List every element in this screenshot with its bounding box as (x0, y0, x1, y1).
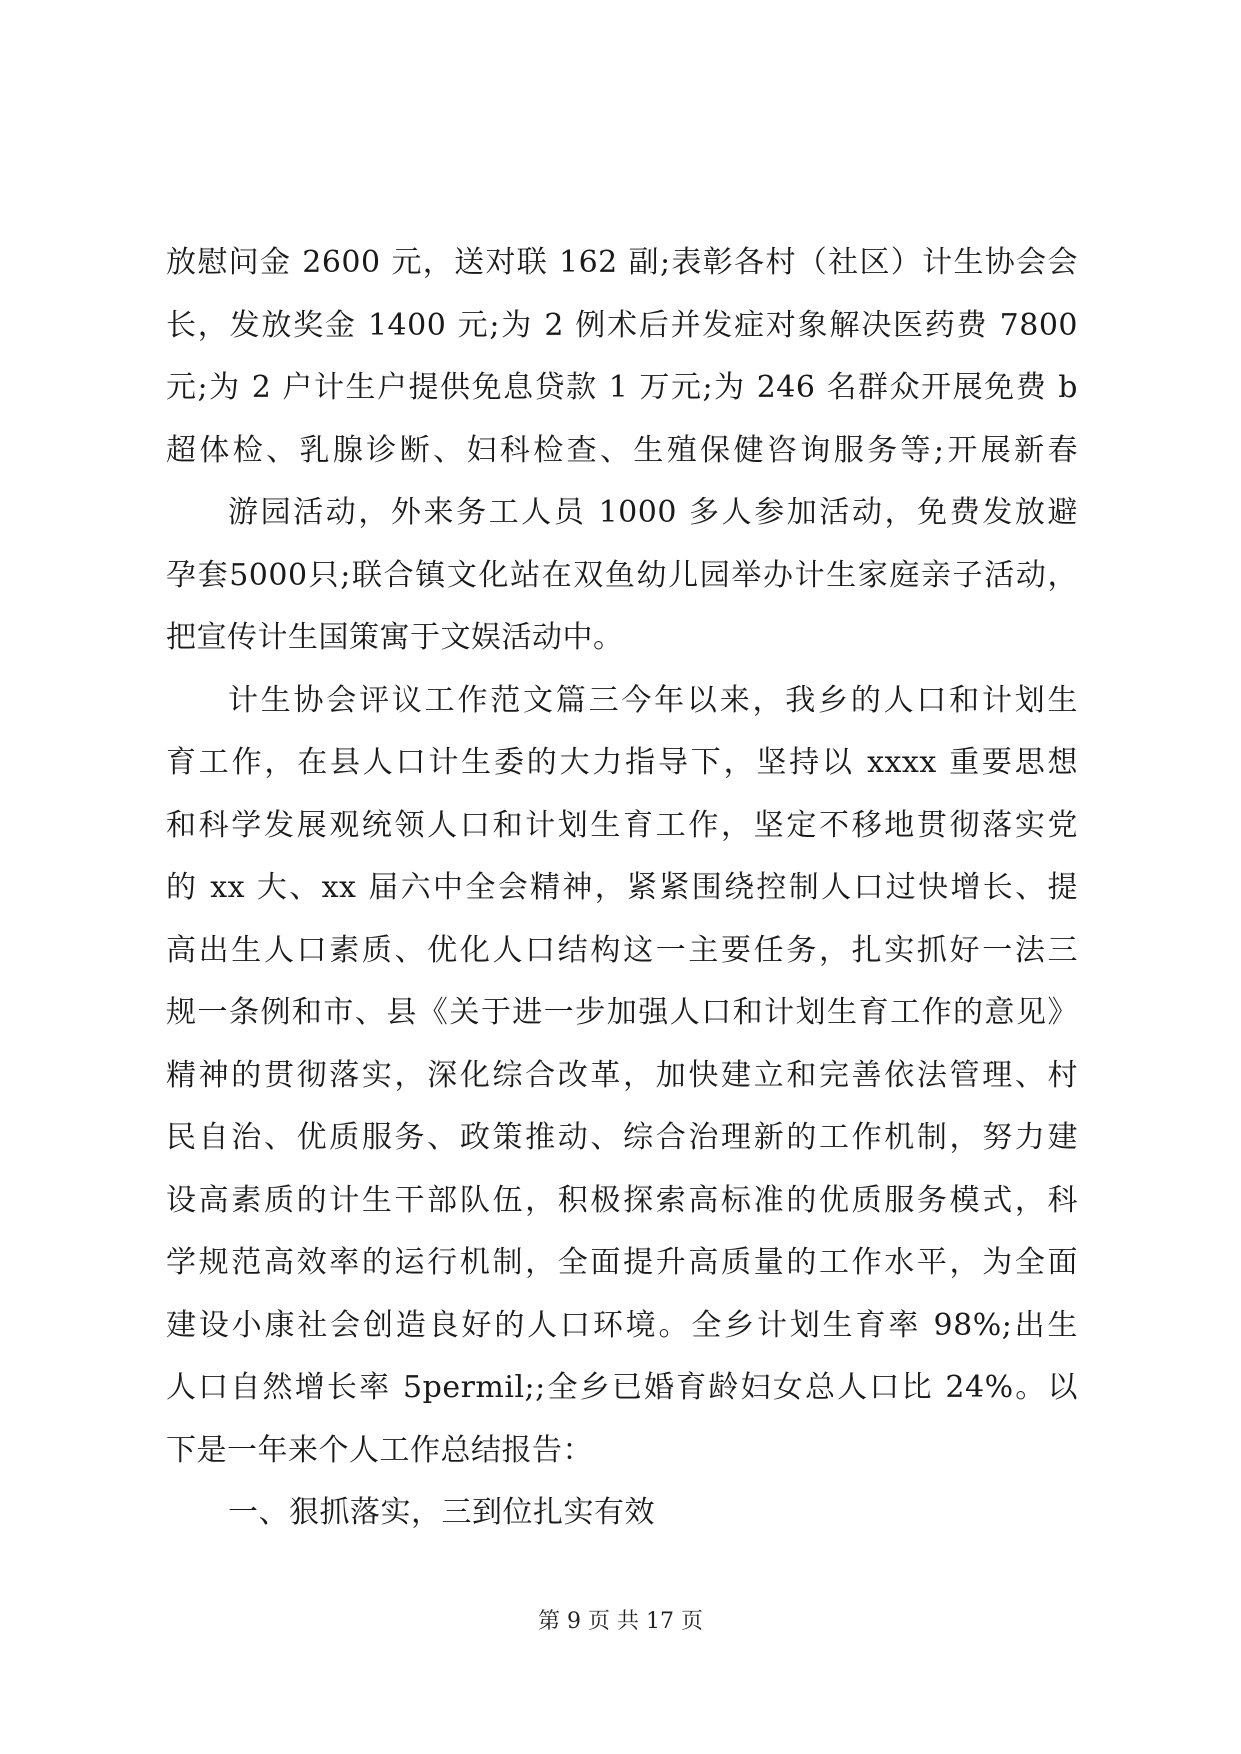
document-body (166, 232, 1078, 1545)
text-line: 建设小康社会创造良好的人口环境。全乡计划生育率 98%;出生 (166, 1307, 1078, 1343)
text-line: 的 xx 大、xx 届六中全会精神，紧紧围绕控制人口过快增长、提 (166, 870, 1078, 905)
text-line: 规一条例和市、县《关于进一步加强人口和计划生育工作的意见》 (166, 995, 1078, 1030)
text-line: 和科学发展观统领人口和计划生育工作，坚定不移地贯彻落实党 (166, 807, 1078, 843)
text-line: 计生协会评议工作范文篇三今年以来，我乡的人口和计划生 (228, 682, 1078, 718)
text-line: 民自治、优质服务、政策推动、综合治理新的工作机制，努力建 (166, 1120, 1078, 1155)
text-line: 元;为 2 户计生户提供免息贷款 1 万元;为 246 名群众开展免费 b (166, 370, 1078, 405)
text-line: 超体检、乳腺诊断、妇科检查、生殖保健咨询服务等;开展新春 (166, 432, 1078, 468)
text-line: 游园活动，外来务工人员 1000 多人参加活动，免费发放避 (228, 495, 1078, 530)
text-line: 人口自然增长率 5permil;;全乡已婚育龄妇女总人口比 24%。以 (166, 1370, 1078, 1405)
text-line: 高出生人口素质、优化人口结构这一主要任务，扎实抓好一法三 (166, 932, 1078, 968)
text-line: 学规范高效率的运行机制，全面提升高质量的工作水平，为全面 (166, 1245, 1078, 1280)
text-line: 下是一年来个人工作总结报告： (166, 1432, 593, 1468)
text-line: 育工作，在县人口计生委的大力指导下，坚持以 xxxx 重要思想 (166, 745, 1078, 780)
text-line: 把宣传计生国策寓于文娱活动中。 (166, 620, 624, 655)
text-line: 长，发放奖金 1400 元;为 2 例术后并发症对象解决医药费 7800 (166, 307, 1078, 343)
section-heading: 一、狠抓落实，三到位扎实有效 (228, 1495, 655, 1530)
page-number: 第 9 页 共 17 页 (538, 1609, 703, 1634)
text-line: 孕套5000只;联合镇文化站在双鱼幼儿园举办计生家庭亲子活动， (166, 557, 1078, 593)
text-line: 精神的贯彻落实，深化综合改革，加快建立和完善依法管理、村 (166, 1057, 1078, 1093)
text-line: 放慰问金 2600 元，送对联 162 副;表彰各村（社区）计生协会会 (166, 245, 1078, 280)
text-line: 设高素质的计生干部队伍，积极探索高标准的优质服务模式，科 (166, 1182, 1078, 1218)
